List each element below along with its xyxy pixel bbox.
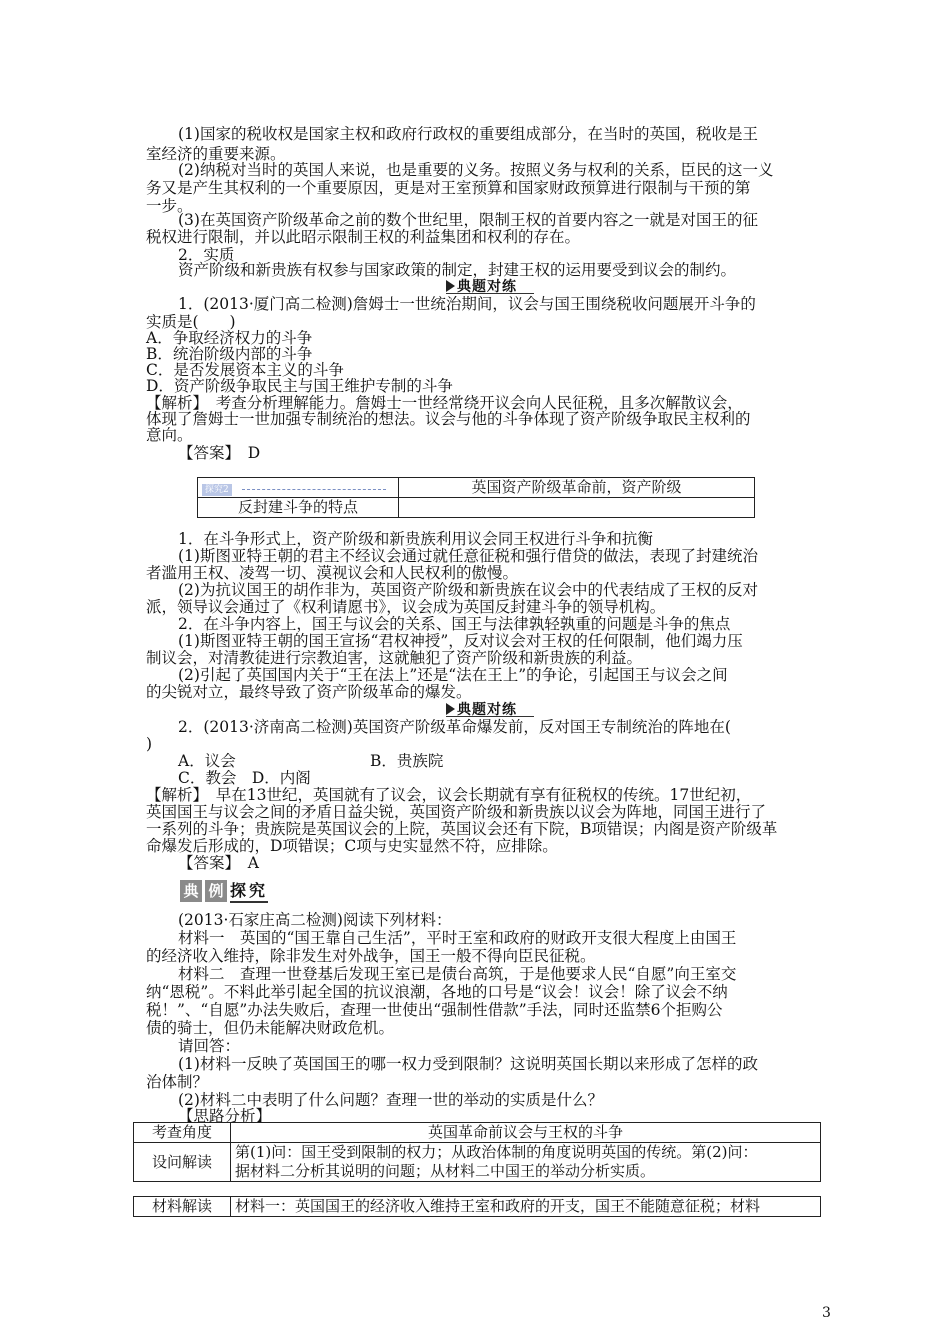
text-line: 材料二 查理一世登基后发现王室已是债台高筑，于是他要求人民“自愿”向王室交 (178, 965, 737, 983)
topic-title-left: 反封建斗争的特点 (198, 498, 399, 518)
analysis-line: 命爆发后形成的，D项错误；C项与史实显然不符，应排除。 (146, 837, 558, 855)
analysis-line: 英国国王与议会之间的矛盾日益尖锐，英国资产阶级和新贵族以议会为阵地，同国王进行了 (146, 803, 767, 821)
option-b: B．贵族院 (370, 752, 444, 770)
text-line: 的尖锐对立，最终导致了资产阶级革命的爆发。 (146, 683, 472, 701)
text-line: 室经济的重要来源。 (146, 145, 286, 163)
text-line: 者滥用王权、凌驾一切、漠视议会和人民权利的傲慢。 (146, 564, 519, 582)
table-cell: 设问解读 (134, 1143, 231, 1182)
text-line: 治体制？ (146, 1073, 209, 1091)
question-line: 2．(2013·济南高二检测)英国资产阶级革命爆发前，反对国王专制统治的阵地在( (178, 718, 731, 736)
text-line: 税！”、“自愿”办法失败后，查理一世使出“强制性借款”手法，同时还监禁6个拒购公 (146, 1001, 723, 1019)
text-line: (1)斯图亚特王朝的国王宣扬“君权神授”，反对议会对王权的任何限制，他们竭力压 (178, 632, 743, 650)
text-line: 制议会，对清教徒进行宗教迫害，这就触犯了资产阶级和新贵族的利益。 (146, 649, 643, 667)
text-line: (2)纳税对当时的英国人来说，也是重要的义务。按照义务与权利的关系，臣民的这一义 (178, 161, 774, 179)
answer-line: 【答案】 A (178, 854, 259, 872)
analysis-table (133, 1122, 821, 1182)
text-line: (2013·石家庄高二检测)阅读下列材料： (178, 911, 452, 929)
text-line: 的经济收入维持，除非发生对外战争，国王一般不得向臣民征税。 (146, 947, 596, 965)
text-line: 派，领导议会通过了《权利请愿书》，议会成为英国反封建斗争的领导机构。 (146, 598, 666, 616)
option-line: B．统治阶级内部的斗争 (146, 345, 313, 363)
text-line: 纳“恩税”。不料此举引起全国的抗议浪潮，各地的口号是“议会！议会！除了议会不纳 (146, 983, 728, 1001)
example-banner: 典 例 探究 (180, 878, 300, 902)
text-line: 税权进行限制，并以此昭示限制王权的利益集团和权利的存在。 (146, 228, 581, 246)
text-line: (3)在英国资产阶级革命之前的数个世纪里，限制王权的首要内容之一就是对国王的征 (178, 211, 758, 229)
option-line: D．资产阶级争取民主与国王维护专制的斗争 (146, 377, 453, 395)
triangle-icon (446, 703, 455, 715)
section-label: 典题对练 (446, 276, 534, 296)
page-number: 3 (822, 1305, 831, 1321)
text-line: (1)国家的税收权是国家主权和政府行政权的重要组成部分，在当时的英国，税收是王 (178, 125, 758, 143)
text-line: 2．在斗争内容上，国王与议会的关系、国王与法律孰轻孰重的问题是斗争的焦点 (178, 615, 731, 633)
question-line: 1．(2013·厦门高二检测)詹姆士一世统治期间，议会与国王围绕税收问题展开斗争的 (178, 295, 756, 313)
option-line: A．争取经济权力的斗争 (146, 329, 313, 347)
text-line: 材料一 英国的“国王靠自己生活”，平时王室和政府的财政开支很大程度上由国王 (178, 929, 737, 947)
topic-box (197, 477, 755, 518)
triangle-icon (446, 280, 455, 292)
analysis-line: 意向。 (146, 426, 193, 444)
analysis-line: 一系列的斗争；贵族院是英国议会的上院，英国议会还有下院，B项错误；内阁是资产阶级革 (146, 820, 778, 838)
text-line: 【思路分析】 (178, 1107, 272, 1125)
text-line: (1)斯图亚特王朝的君主不经议会通过就任意征税和强行借贷的做法，表现了封建统治 (178, 547, 758, 565)
question-line: ) (146, 735, 153, 753)
option-line: C．是否发展资本主义的斗争 (146, 361, 344, 379)
analysis-line: 体现了詹姆士一世加强专制统治的想法。议会与他的斗争体现了资产阶级争取民主权利的 (146, 410, 751, 428)
text-line: 1．在斗争形式上，资产阶级和新贵族利用议会同王权进行斗争和抗衡 (178, 530, 653, 548)
table-cell: 第(1)问：国王受到限制的权力；从政治体制的角度说明英国的传统。第(2)问： 据材料二分析其说明的问题；从材料二中国王的举动分析实质。 (231, 1143, 821, 1182)
option-a: A．议会 (178, 752, 236, 770)
table-cell: 材料一：英国国王的经济收入维持王室和政府的开支，国王不能随意征税；材料 (231, 1197, 821, 1217)
analysis-table-continued (133, 1196, 821, 1217)
option-cd: C．教会 D．内阁 (178, 769, 311, 787)
text-line: 务又是产生其权利的一个重要原因，更是对王室预算和国家财政预算进行限制与干预的第 (146, 179, 751, 197)
text-line: (2)材料二中表明了什么问题？查理一世的举动的实质是什么？ (178, 1091, 603, 1109)
analysis-line: 【解析】 考查分析理解能力。詹姆士一世经常绕开议会向人民征税，且多次解散议会， (146, 394, 743, 412)
text-line: (1)材料一反映了英国国王的哪一权力受到限制？这说明英国长期以来形成了怎样的政 (178, 1055, 758, 1073)
question-line: 实质是( ) (146, 313, 236, 331)
text-line: 2．实质 (178, 246, 235, 264)
section-label: 典题对练 (446, 699, 534, 719)
text-line: 一步。 (146, 197, 193, 215)
table-cell: 材料解读 (134, 1197, 231, 1217)
answer-line: 【答案】 D (178, 444, 261, 462)
table-cell: 考查角度 (134, 1123, 231, 1143)
text-line: (2)引起了英国国内关于“王在法上”还是“法在王上”的争论，引起国王与议会之间 (178, 666, 728, 684)
text-line: 资产阶级和新贵族有权参与国家政策的制定，封建王权的运用要受到议会的制约。 (178, 261, 737, 279)
analysis-line: 【解析】 早在13世纪，英国就有了议会，议会长期就有享有征税权的传统。17世纪初， (146, 786, 752, 804)
text-line: 请回答： (178, 1037, 241, 1055)
table-cell: 英国革命前议会与王权的斗争 (231, 1123, 821, 1143)
topic-tag: 探究2 (202, 484, 232, 496)
text-line: 债的骑士，但仍未能解决财政危机。 (146, 1019, 395, 1037)
text-line: (2)为抗议国王的胡作非为，英国资产阶级和新贵族在议会中的代表结成了王权的反对 (178, 581, 758, 599)
topic-title-right: 英国资产阶级革命前，资产阶级 (399, 478, 755, 498)
